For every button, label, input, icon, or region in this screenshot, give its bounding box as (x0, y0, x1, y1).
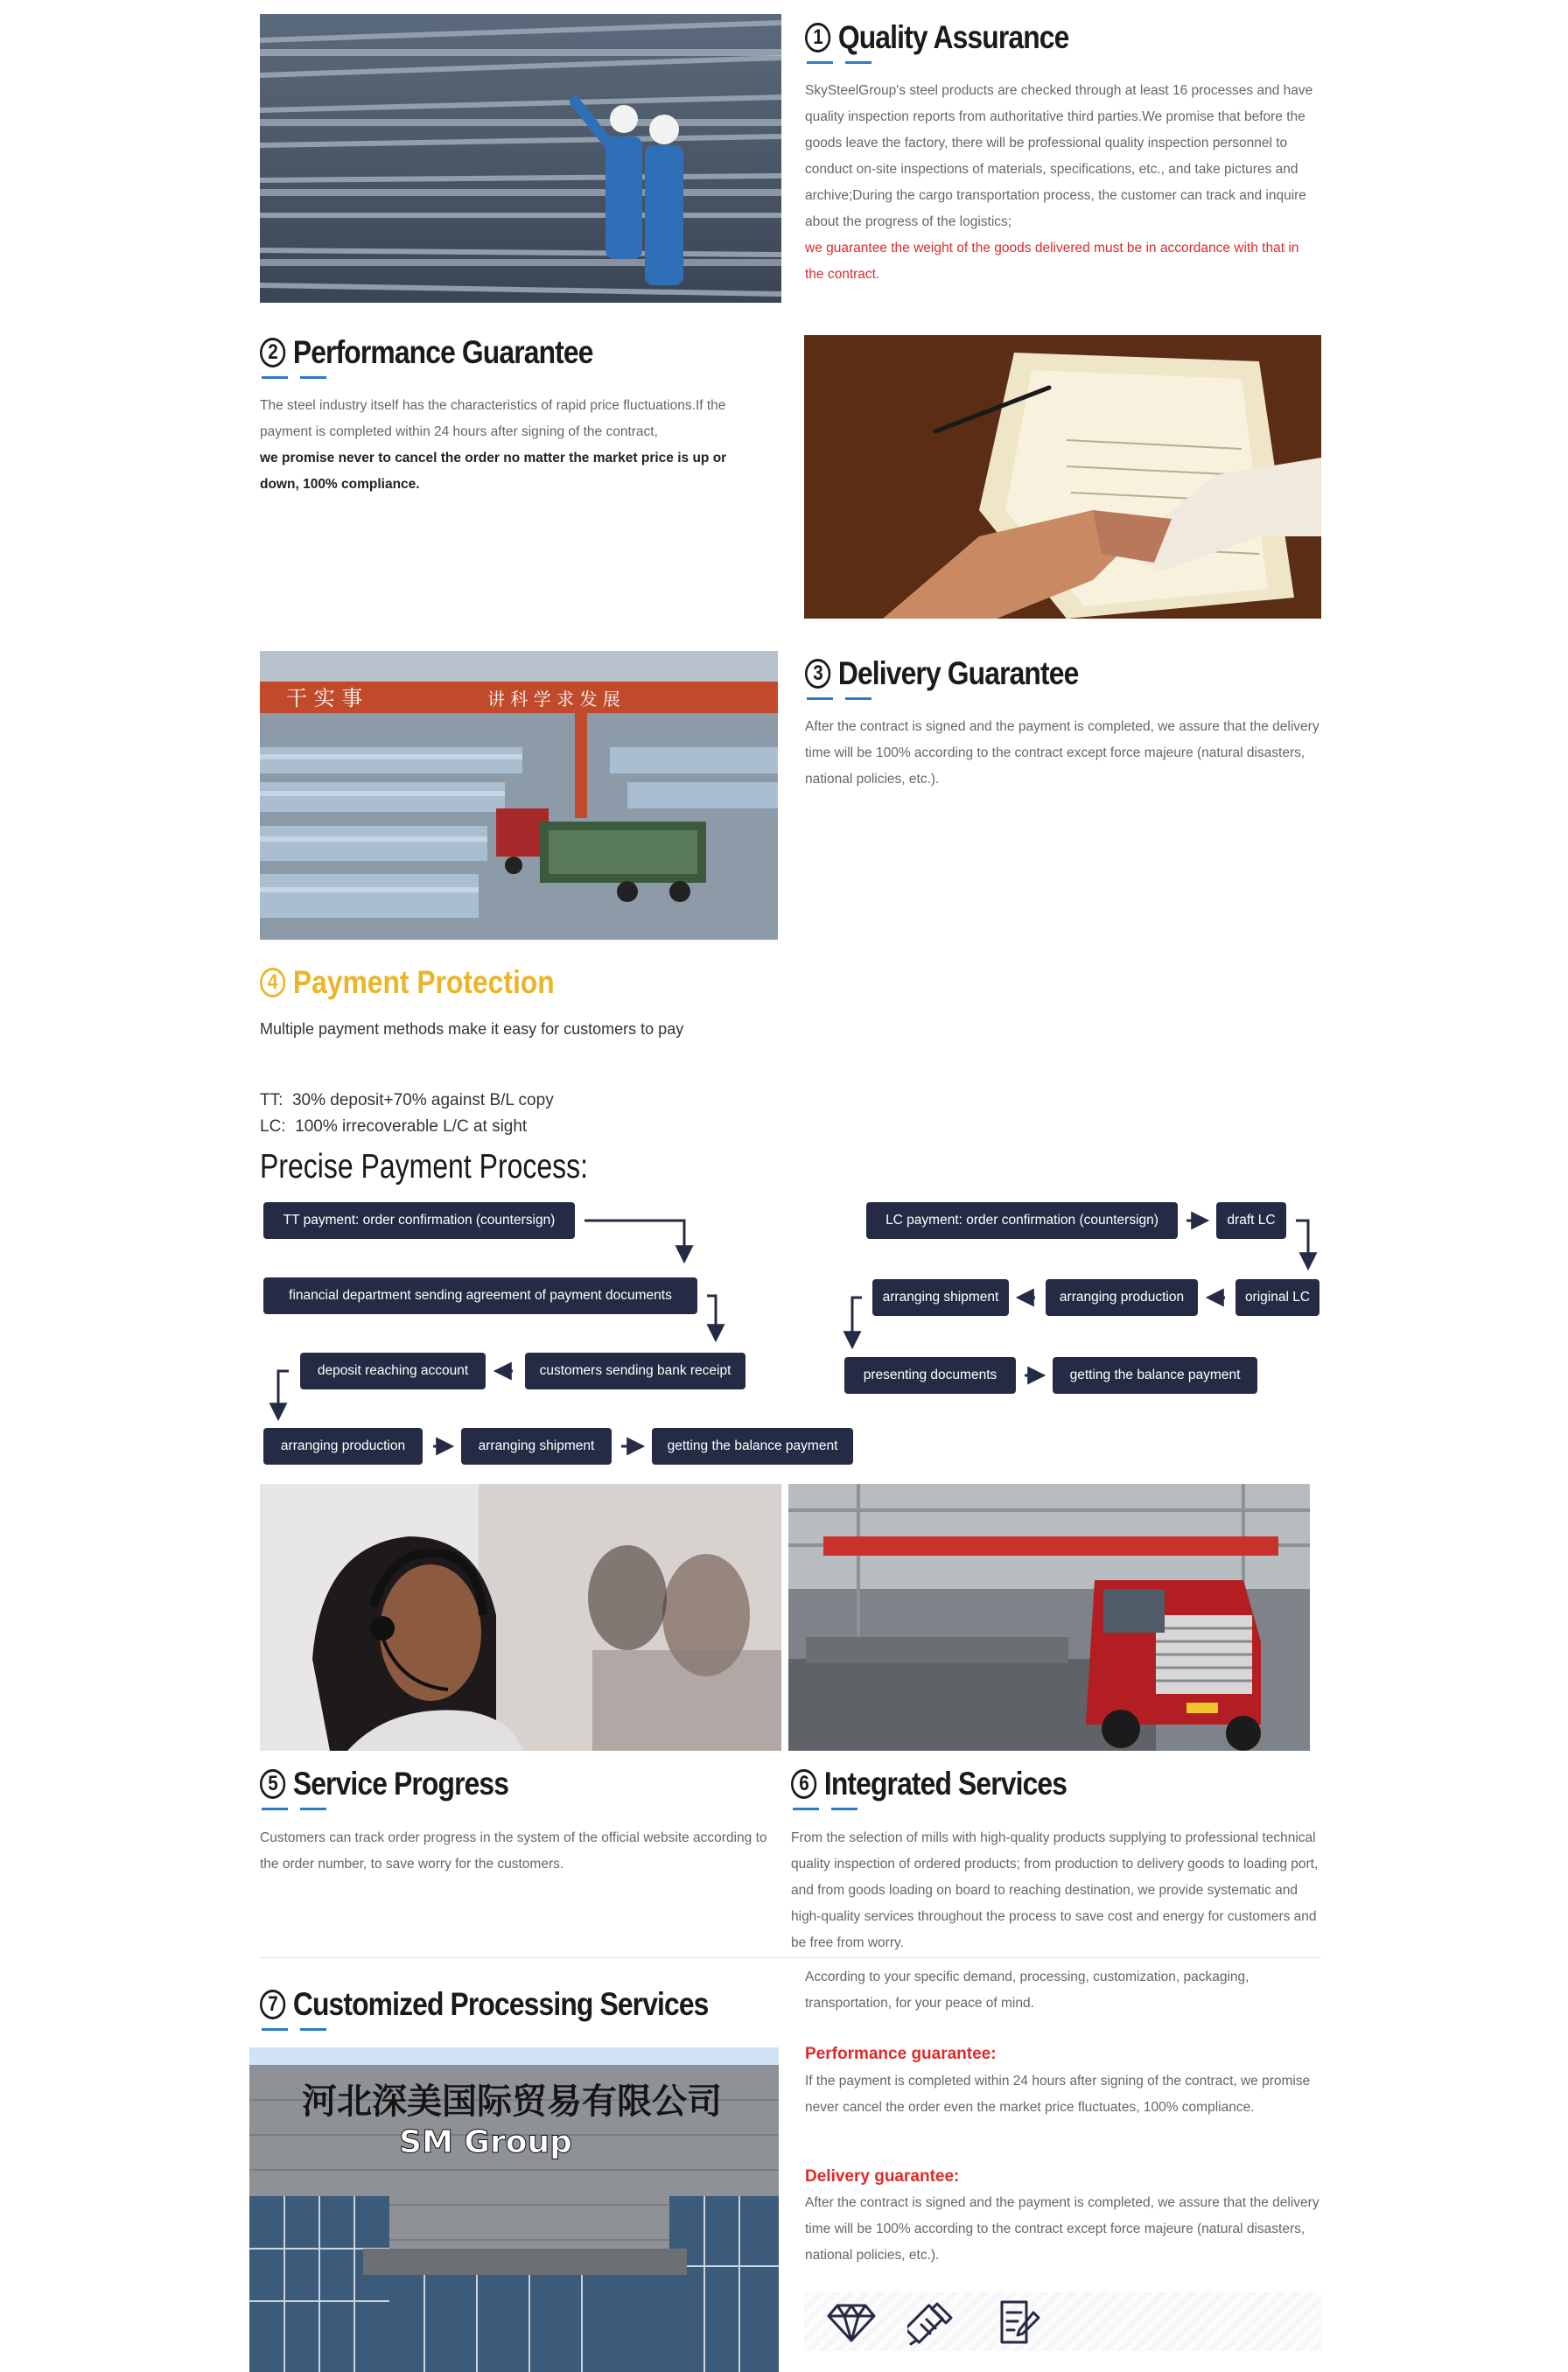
integrated-body: From the selection of mills with high-quality products supplying to professional technical quality inspection of ordered products; from production to delivery goods to loading port, and from goods loading on board to reaching destination, we provide systematic and high-quality services throughout the process to save cost and energy for customers and be free from worry. (791, 1830, 1319, 1950)
warehouse-truck-photo (788, 1484, 1310, 1751)
banner-sign-right: 讲 科 学 求 发 展 (487, 689, 620, 710)
customized-intro-text: According to your specific demand, processing, customization, packaging, transportation, for your peace of mind. (805, 1970, 1250, 2011)
customized-performance-text (805, 2068, 1321, 2121)
handshake-contract-photo (804, 335, 1321, 619)
title-underline (793, 1808, 858, 1811)
building-sign-english: SM Group (399, 2124, 572, 2160)
number-badge: 1 (805, 23, 830, 52)
payment-process-title: Precise Payment Process: (260, 1148, 589, 1186)
delivery-guarantee-title (805, 655, 1078, 692)
tt-step-arranging-shipment: arranging shipment (461, 1428, 612, 1465)
number-badge: 3 (805, 659, 830, 689)
number-badge: 4 (260, 968, 285, 997)
service-progress-title (260, 1766, 508, 1802)
performance-guarantee-title (260, 334, 593, 371)
tt-step-balance-payment: getting the balance payment (652, 1428, 853, 1465)
quality-highlight: we guarantee the weight of the goods delivered must be in accordance with that in the contract. (805, 241, 1299, 282)
lc-step-original-lc: original LC (1236, 1279, 1320, 1316)
number-badge: 7 (260, 1990, 285, 2019)
delivery-body: After the contract is signed and the payment is completed, we assure that the delivery time will be 100% according to the contract except force majeure (natural disasters, national policies, etc.). (805, 719, 1320, 787)
section-heading: Service Progress (292, 1766, 509, 1802)
tt-step-bank-receipt: customers sending bank receipt (525, 1353, 746, 1389)
section-heading: Integrated Services (823, 1766, 1068, 1802)
quality-body: SkySteelGroup's steel products are checked through at least 16 processes and have quality inspection reports from authoritative third parties.We promise that before the goods leave the factory, there will be professional quality inspection personnel to conduct on-site inspections of materials, specifications, etc., and take pictures and archive;During the cargo transportation process, the customer can track and inquire about the progress of the logistics; (805, 83, 1313, 229)
delivery-guarantee-text (805, 714, 1321, 793)
customized-delivery-text (805, 2190, 1321, 2269)
integrated-services-text (791, 1825, 1321, 1956)
payment-subtitle: Multiple payment methods make it easy for customers to pay (260, 1020, 684, 1038)
performance-body: The steel industry itself has the characteristics of rapid price fluctuations.If the payment is completed within 24 hours after signing of the contract, (260, 398, 726, 439)
number-badge: 6 (791, 1769, 816, 1799)
integrated-services-title (791, 1766, 1067, 1802)
performance-guarantee-text (260, 393, 767, 498)
company-building-photo (249, 2047, 779, 2372)
tt-terms: TT: 30% deposit+70% against B/L copy (260, 1091, 554, 1109)
pen-tool-icon (907, 2299, 956, 2346)
lc-step-balance-payment: getting the balance payment (1053, 1357, 1257, 1394)
lc-step-presenting-documents: presenting documents (844, 1357, 1016, 1394)
tt-step-deposit-account: deposit reaching account (300, 1353, 486, 1389)
section-heading: Customized Processing Services (292, 1986, 709, 2022)
delivery-guarantee-label: Delivery guarantee: (805, 2167, 960, 2186)
section-heading: Performance Guarantee (292, 334, 593, 370)
quality-assurance-text (805, 78, 1321, 288)
section-heading: Payment Protection (292, 964, 555, 1000)
title-underline (807, 697, 872, 701)
steel-yard-trucks-photo (260, 651, 778, 940)
lc-step-arranging-production: arranging production (1046, 1279, 1198, 1316)
customized-processing-title (260, 1986, 709, 2023)
customized-intro (805, 1964, 1321, 2017)
payment-protection-title (260, 964, 555, 1001)
title-underline (262, 1808, 326, 1811)
steel-sheet-pile-inspection-photo (260, 14, 781, 303)
service-progress-text (260, 1825, 781, 1878)
title-underline (807, 61, 872, 65)
tt-step-arranging-production: arranging production (263, 1428, 423, 1465)
performance-highlight: we promise never to cancel the order no matter the market price is up or down, 100% compliance. (260, 451, 727, 492)
number-badge: 2 (260, 338, 285, 367)
lc-step-order-confirmation: LC payment: order confirmation (countersign) (866, 1202, 1178, 1239)
title-underline (262, 2028, 326, 2032)
section-heading: Delivery Guarantee (837, 655, 1079, 691)
diamond-icon (827, 2300, 876, 2344)
lc-step-arranging-shipment: arranging shipment (872, 1279, 1009, 1316)
banner-sign-left: 干 实 事 (286, 686, 363, 710)
building-sign-chinese: 河北深美国际贸易有限公司 (302, 2082, 722, 2122)
quality-assurance-title (805, 19, 1068, 56)
lc-terms: LC: 100% irrecoverable L/C at sight (260, 1117, 528, 1136)
service-body: Customers can track order progress in the system of the official website according to the order number, to save worry for the customers. (260, 1830, 767, 1872)
number-badge: 5 (260, 1769, 285, 1799)
section-heading: Quality Assurance (837, 19, 1069, 55)
customized-performance-body: If the payment is completed within 24 hours after signing of the contract, we promise never cancel the order even the market price fluctuates, 100% compliance. (805, 2074, 1311, 2115)
title-underline (262, 376, 326, 380)
customer-service-agent-photo (260, 1484, 781, 1751)
performance-guarantee-label: Performance guarantee: (805, 2045, 997, 2063)
tt-step-financial-agreement: financial department sending agreement of payment documents (263, 1277, 697, 1314)
document-edit-icon (995, 2299, 1044, 2346)
feature-icon-strip (804, 2292, 1321, 2351)
section-divider (260, 1957, 1321, 1958)
customized-delivery-body: After the contract is signed and the payment is completed, we assure that the delivery time will be 100% according to the contract except force majeure (natural disasters, national policies, etc.). (805, 2195, 1320, 2263)
lc-step-draft-lc: draft LC (1216, 1202, 1286, 1239)
tt-step-order-confirmation: TT payment: order confirmation (countersign) (263, 1202, 575, 1239)
